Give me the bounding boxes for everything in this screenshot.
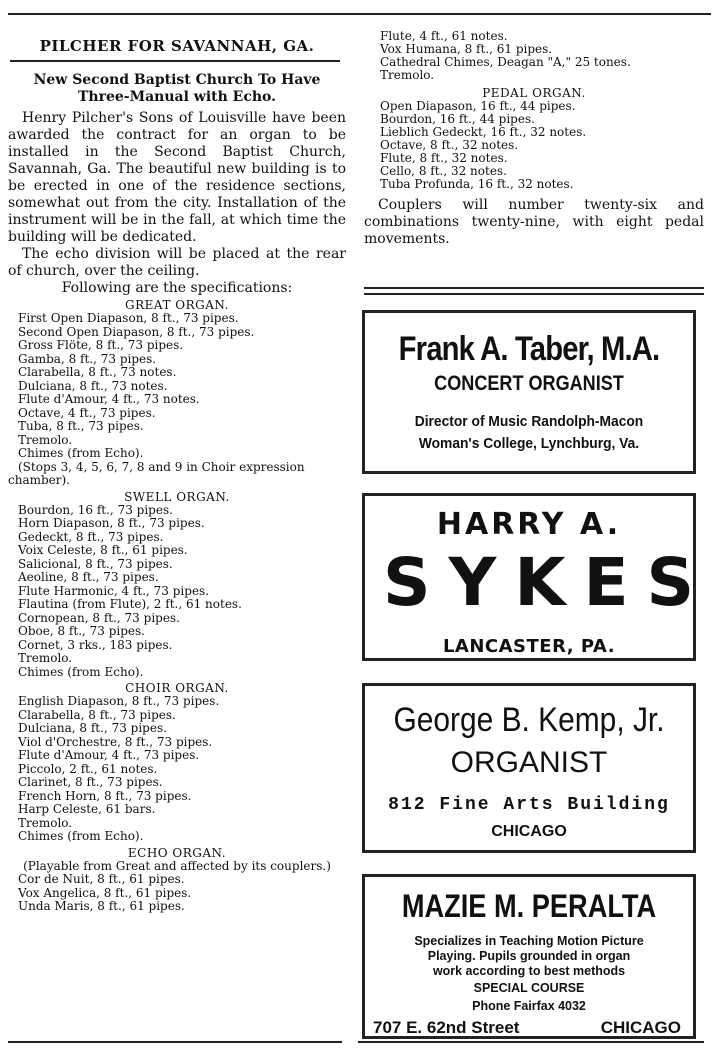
stop-item: Flute, 4 ft., 61 notes. (380, 29, 508, 43)
stop-item: Octave, 8 ft., 32 notes. (380, 138, 519, 152)
stop-item: Flautina (from Flute), 2 ft., 61 notes. (18, 597, 242, 611)
ad-peralta-name: MAZIE M. PERALTA (401, 888, 657, 924)
ad-taber-line-1: Director of Music Randolph-Macon (414, 413, 644, 430)
swell-organ-title: SWELL ORGAN. (124, 489, 230, 504)
stop-item: English Diapason, 8 ft., 73 pipes. (18, 694, 220, 708)
stop-item: Oboe, 8 ft., 73 pipes. (18, 624, 145, 638)
stop-item: Clarabella, 8 ft., 73 notes. (18, 365, 177, 379)
specifications-intro: Following are the specifications: (61, 280, 293, 296)
ad-sykes-last-name: SYKES (383, 544, 713, 621)
stop-item: Cello, 8 ft., 32 notes. (380, 164, 507, 178)
ad-peralta-line-3: work according to best methods (432, 963, 626, 978)
great-organ-stops (8, 312, 346, 488)
ad-peralta-city: CHICAGO (600, 1018, 681, 1037)
ad-peralta-line-2: Playing. Pupils grounded in organ (427, 948, 631, 963)
stop-item: Bourdon, 16 ft., 44 pipes. (380, 112, 535, 126)
ad-peralta-street: 707 E. 62nd Street (373, 1018, 520, 1037)
echo-organ-stops-left (8, 873, 346, 914)
ad-sykes-first-name: HARRY A. (436, 507, 622, 542)
stop-item: Voix Celeste, 8 ft., 61 pipes. (18, 543, 188, 557)
choir-organ-title: CHOIR ORGAN. (125, 681, 229, 695)
echo-organ-title: ECHO ORGAN. (127, 845, 227, 860)
stop-item: Salicional, 8 ft., 73 pipes. (18, 556, 173, 571)
ad-sykes-city: LANCASTER, PA. (442, 636, 616, 657)
stop-item: Tuba Profunda, 16 ft., 32 notes. (380, 177, 574, 191)
great-organ-note: (Stops 3, 4, 5, 6, 7, 8 and 9 in Choir expression chamber). (8, 459, 305, 487)
echo-organ-note: (Playable from Great and affected by its couplers.) (23, 858, 331, 873)
stop-item: Gamba, 8 ft., 73 pipes. (18, 351, 157, 366)
stop-item: Tuba, 8 ft., 73 pipes. (18, 419, 144, 433)
stop-item: French Horn, 8 ft., 73 pipes. (18, 788, 192, 803)
article-headline: PILCHER FOR SAVANNAH, GA. (39, 37, 315, 55)
ad-frank-taber (362, 310, 696, 474)
stop-item: Tremolo. (18, 815, 73, 830)
stop-item: Cor de Nuit, 8 ft., 61 pipes. (18, 872, 185, 886)
stop-item: Vox Angelica, 8 ft., 61 pipes. (18, 885, 192, 900)
ad-harry-sykes (362, 493, 713, 661)
stop-item: Tremolo. (18, 651, 73, 665)
stop-item: Dulciana, 8 ft., 73 notes. (18, 378, 168, 393)
stop-item: Unda Maris, 8 ft., 61 pipes. (18, 899, 185, 913)
stop-item: Bourdon, 16 ft., 73 pipes. (18, 502, 173, 517)
ad-taber-name: Frank A. Taber, M.A. (398, 330, 660, 368)
stop-item: Tremolo. (18, 432, 73, 447)
bottom-rule-left (8, 1041, 342, 1043)
ad-george-kemp (362, 683, 696, 853)
ad-taber-title: CONCERT ORGANIST (434, 372, 624, 395)
stop-item: Aeoline, 8 ft., 73 pipes. (18, 570, 159, 584)
article-paragraph-1: Henry Pilcher's Sons of Louisville have been awarded the contract for an organ to be installed in the Second Baptist Church, Savannah, Ga. The beautiful new building is to be erected in one of the residence sections, somewhat out from the city. Installation of the instrument will be in the fall, at which time the building will be dedicated. (8, 110, 346, 245)
bottom-rule-right (358, 1041, 704, 1043)
stop-item: Chimes (from Echo). (18, 664, 144, 679)
stop-item: Cornet, 3 rks., 183 pipes. (18, 637, 173, 652)
stop-item: Dulciana, 8 ft., 73 pipes. (18, 721, 167, 735)
stop-item: Piccolo, 2 ft., 61 notes. (18, 761, 158, 776)
stop-item: First Open Diapason, 8 ft., 73 pipes. (18, 311, 239, 325)
couplers-paragraph: Couplers will number twenty-six and combinations twenty-nine, with eight pedal movements. (364, 197, 704, 247)
top-rule (8, 13, 711, 15)
stop-item: Flute Harmonic, 4 ft., 73 pipes. (18, 583, 210, 598)
ad-mazie-peralta (362, 874, 696, 1039)
stop-item: Horn Diapason, 8 ft., 73 pipes. (18, 516, 205, 530)
article-subhead: New Second Baptist Church To Have Three-Manual with Echo. (33, 72, 321, 105)
ad-peralta-phone: Phone Fairfax 4032 (472, 998, 586, 1013)
stop-item: Viol d'Orchestre, 8 ft., 73 pipes. (18, 734, 213, 749)
article-left-column (8, 36, 346, 914)
pedal-organ-stops (364, 100, 704, 191)
echo-chimes: Cathedral Chimes, Deagan "A," 25 tones. (380, 55, 631, 69)
stop-item: Harp Celeste, 61 bars. (18, 802, 156, 816)
article-paragraph-2: The echo division will be placed at the rear of church, over the ceiling. (8, 246, 346, 279)
article-right-column (364, 30, 704, 248)
stop-item: Clarabella, 8 ft., 73 pipes. (18, 707, 176, 722)
ad-peralta-line-1: Specializes in Teaching Motion Picture (414, 933, 644, 948)
stop-item: Vox Humana, 8 ft., 61 pipes. (380, 42, 553, 56)
ad-taber-line-2: Woman's College, Lynchburg, Va. (418, 435, 640, 452)
stop-item: Open Diapason, 16 ft., 44 pipes. (380, 99, 576, 113)
stop-item: Tremolo. (380, 68, 435, 82)
stop-item: Flute d'Amour, 4 ft., 73 notes. (18, 392, 200, 406)
swell-organ-stops (8, 504, 346, 680)
stop-item: Second Open Diapason, 8 ft., 73 pipes. (18, 324, 255, 339)
stop-item: Octave, 4 ft., 73 pipes. (18, 405, 156, 420)
ad-kemp-address: 812 Fine Arts Building (388, 795, 670, 815)
ad-peralta-address-row (373, 1017, 681, 1039)
stop-item: Lieblich Gedeckt, 16 ft., 32 notes. (380, 125, 587, 139)
stop-item: Clarinet, 8 ft., 73 pipes. (18, 775, 163, 789)
pedal-organ-title: PEDAL ORGAN. (482, 86, 586, 100)
stop-item: Gedeckt, 8 ft., 73 pipes. (18, 529, 164, 544)
choir-organ-stops (8, 695, 346, 844)
stop-item: Gross Flöte, 8 ft., 73 pipes. (18, 338, 184, 352)
stop-item: Chimes (from Echo). (18, 446, 144, 460)
stop-item: Flute d'Amour, 4 ft., 73 pipes. (18, 748, 200, 762)
stop-item: Flute, 8 ft., 32 notes. (380, 151, 508, 165)
great-organ-title: GREAT ORGAN. (125, 298, 229, 312)
ad-peralta-line-4: SPECIAL COURSE (473, 980, 585, 995)
ad-kemp-title: ORGANIST (450, 746, 608, 779)
headline-rule (10, 60, 340, 62)
ad-kemp-city: CHICAGO (491, 823, 567, 840)
stop-item: Cornopean, 8 ft., 73 pipes. (18, 610, 180, 625)
ad-kemp-name: George B. Kemp, Jr. (393, 701, 665, 739)
stop-item: Chimes (from Echo). (18, 829, 144, 843)
column-double-rule (364, 287, 704, 295)
